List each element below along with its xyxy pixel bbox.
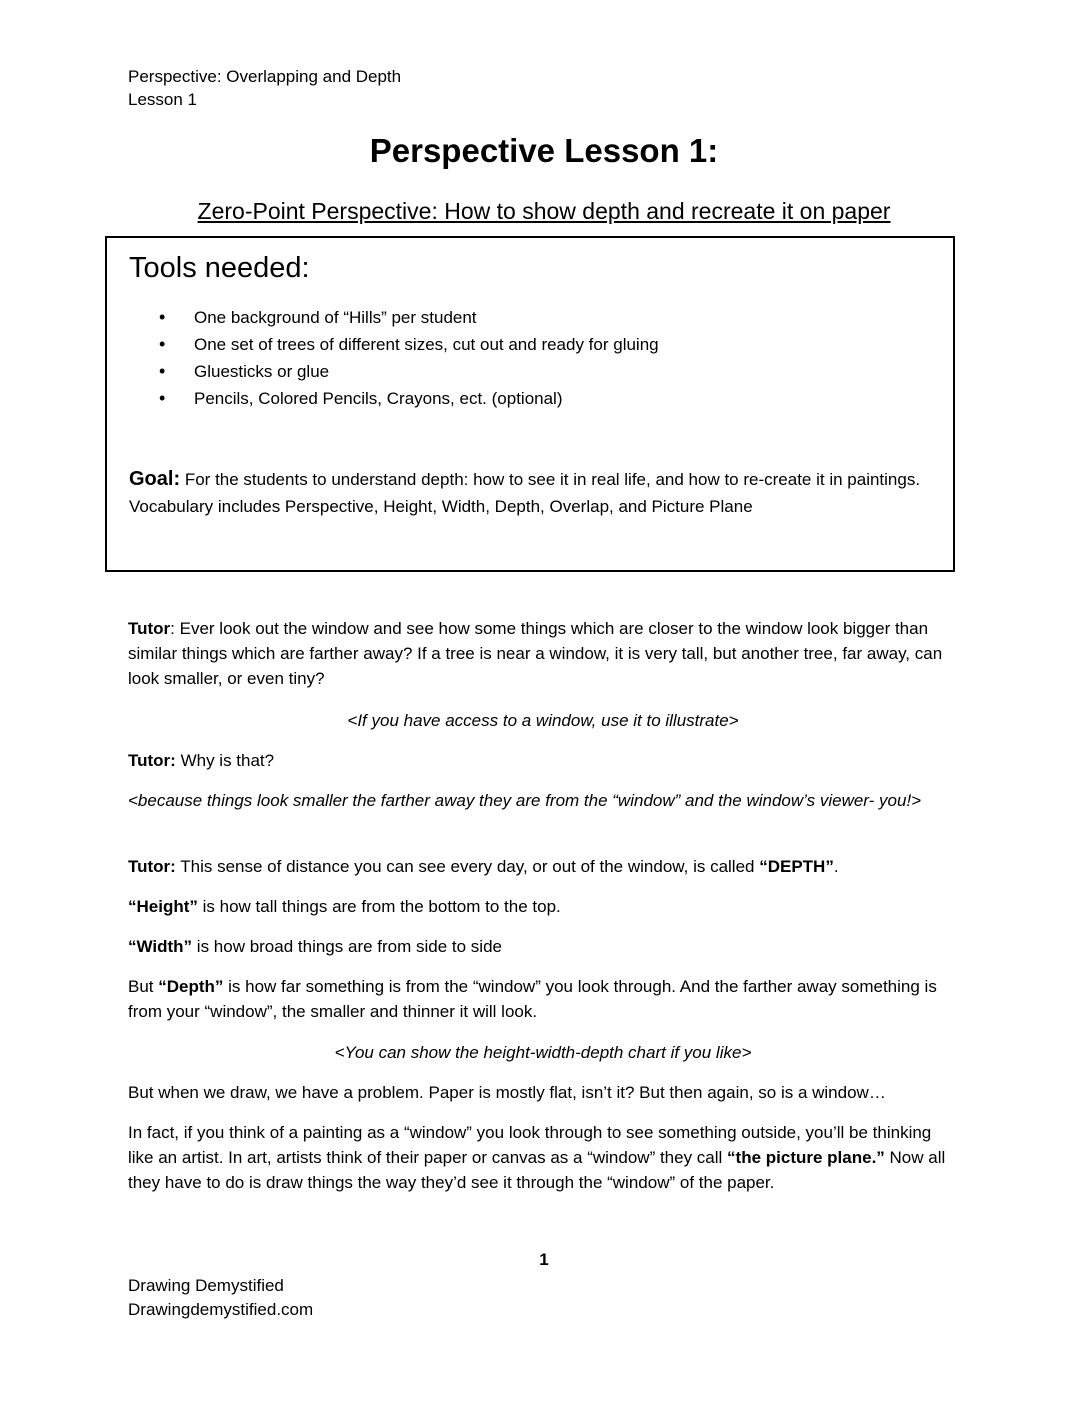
paragraph-text: : Ever look out the window and see how some things which are closer to the window look bigger than similar things which are farther away? If a tree is near a window, it is very tall, but another tree, far away, can look smaller, or even tiny? <box>128 619 943 688</box>
paragraph-text: is how far something is from the “window” you look through. And the farther away something is from your “window”, the smaller and thinner it will look. <box>128 977 937 1021</box>
tools-heading: Tools needed: <box>129 252 310 284</box>
paragraph-text: is how broad things are from side to side <box>192 937 502 956</box>
goal-label: Goal: <box>129 468 181 490</box>
paragraph-3 <box>128 748 958 773</box>
depth-term: “DEPTH” <box>759 857 834 876</box>
page-subtitle: Zero-Point Perspective: How to show depth and recreate it on paper <box>197 198 891 224</box>
paragraph-start: But <box>128 977 159 996</box>
list-item: • Pencils, Colored Pencils, Crayons, ect. (optional) <box>159 385 659 412</box>
paragraph-picture-plane <box>128 1120 958 1195</box>
paragraph-5 <box>128 854 958 879</box>
tutor-label: Tutor: <box>128 857 176 876</box>
goal-text: For the students to understand depth: how to see it in real life, and how to re-create it in paintings. Vocabulary includes Perspective, Height, Width, Depth, Overlap, and Picture Plane <box>129 470 921 516</box>
page-title: Perspective Lesson 1: <box>369 132 719 169</box>
instruction-window: <If you have access to a window, use it to illustrate> <box>347 711 739 730</box>
tutor-label: Tutor <box>128 619 171 638</box>
width-term: “Width” <box>128 937 193 956</box>
list-item: • One set of trees of different sizes, cut out and ready for gluing <box>159 331 659 358</box>
paragraph-1 <box>128 616 958 691</box>
list-item: • Gluesticks or glue <box>159 358 659 385</box>
tools-list <box>159 304 659 412</box>
tools-box <box>105 236 955 572</box>
paragraph-end: Now all they have to do is draw things the way they’d see it through the “window” of the paper. <box>128 1148 946 1192</box>
footer-name: Drawing Demystified <box>128 1276 284 1295</box>
paragraph-text: This sense of distance you can see every day, or out of the window, is called <box>175 857 760 876</box>
footer-url: Drawingdemystified.com <box>128 1300 314 1319</box>
paragraph-text: is how tall things are from the bottom to the top. <box>197 897 561 916</box>
instruction-chart: <You can show the height-width-depth chart if you like> <box>334 1043 752 1062</box>
height-term: “Height” <box>128 897 198 916</box>
paragraph-width <box>128 934 958 959</box>
paragraph-end: . <box>833 857 839 876</box>
paragraph-text: In fact, if you think of a painting as a “window” you look through to see something outside, you’ll be thinking like an artist. In art, artists think of their paper or canvas as a “window” they call <box>128 1123 932 1167</box>
picture-plane-term: “the picture plane.” <box>727 1148 885 1167</box>
goal-paragraph <box>129 466 939 520</box>
page-number: 1 <box>539 1250 549 1269</box>
header-lesson: Lesson 1 <box>128 90 197 109</box>
header-title: Perspective: Overlapping and Depth <box>128 67 402 86</box>
answer-paragraph: <because things look smaller the farther away they are from the “window” and the window’s viewer- you!> <box>128 791 922 810</box>
paragraph-depth <box>128 974 958 1024</box>
list-item: • One background of “Hills” per student <box>159 304 659 331</box>
tutor-label: Tutor: <box>128 751 176 770</box>
depth-term: “Depth” <box>158 977 224 996</box>
paragraph-text: Why is that? <box>175 751 275 770</box>
paragraph-problem: But when we draw, we have a problem. Paper is mostly flat, isn’t it? But then again, so is a window… <box>128 1083 886 1102</box>
paragraph-height <box>128 894 958 919</box>
